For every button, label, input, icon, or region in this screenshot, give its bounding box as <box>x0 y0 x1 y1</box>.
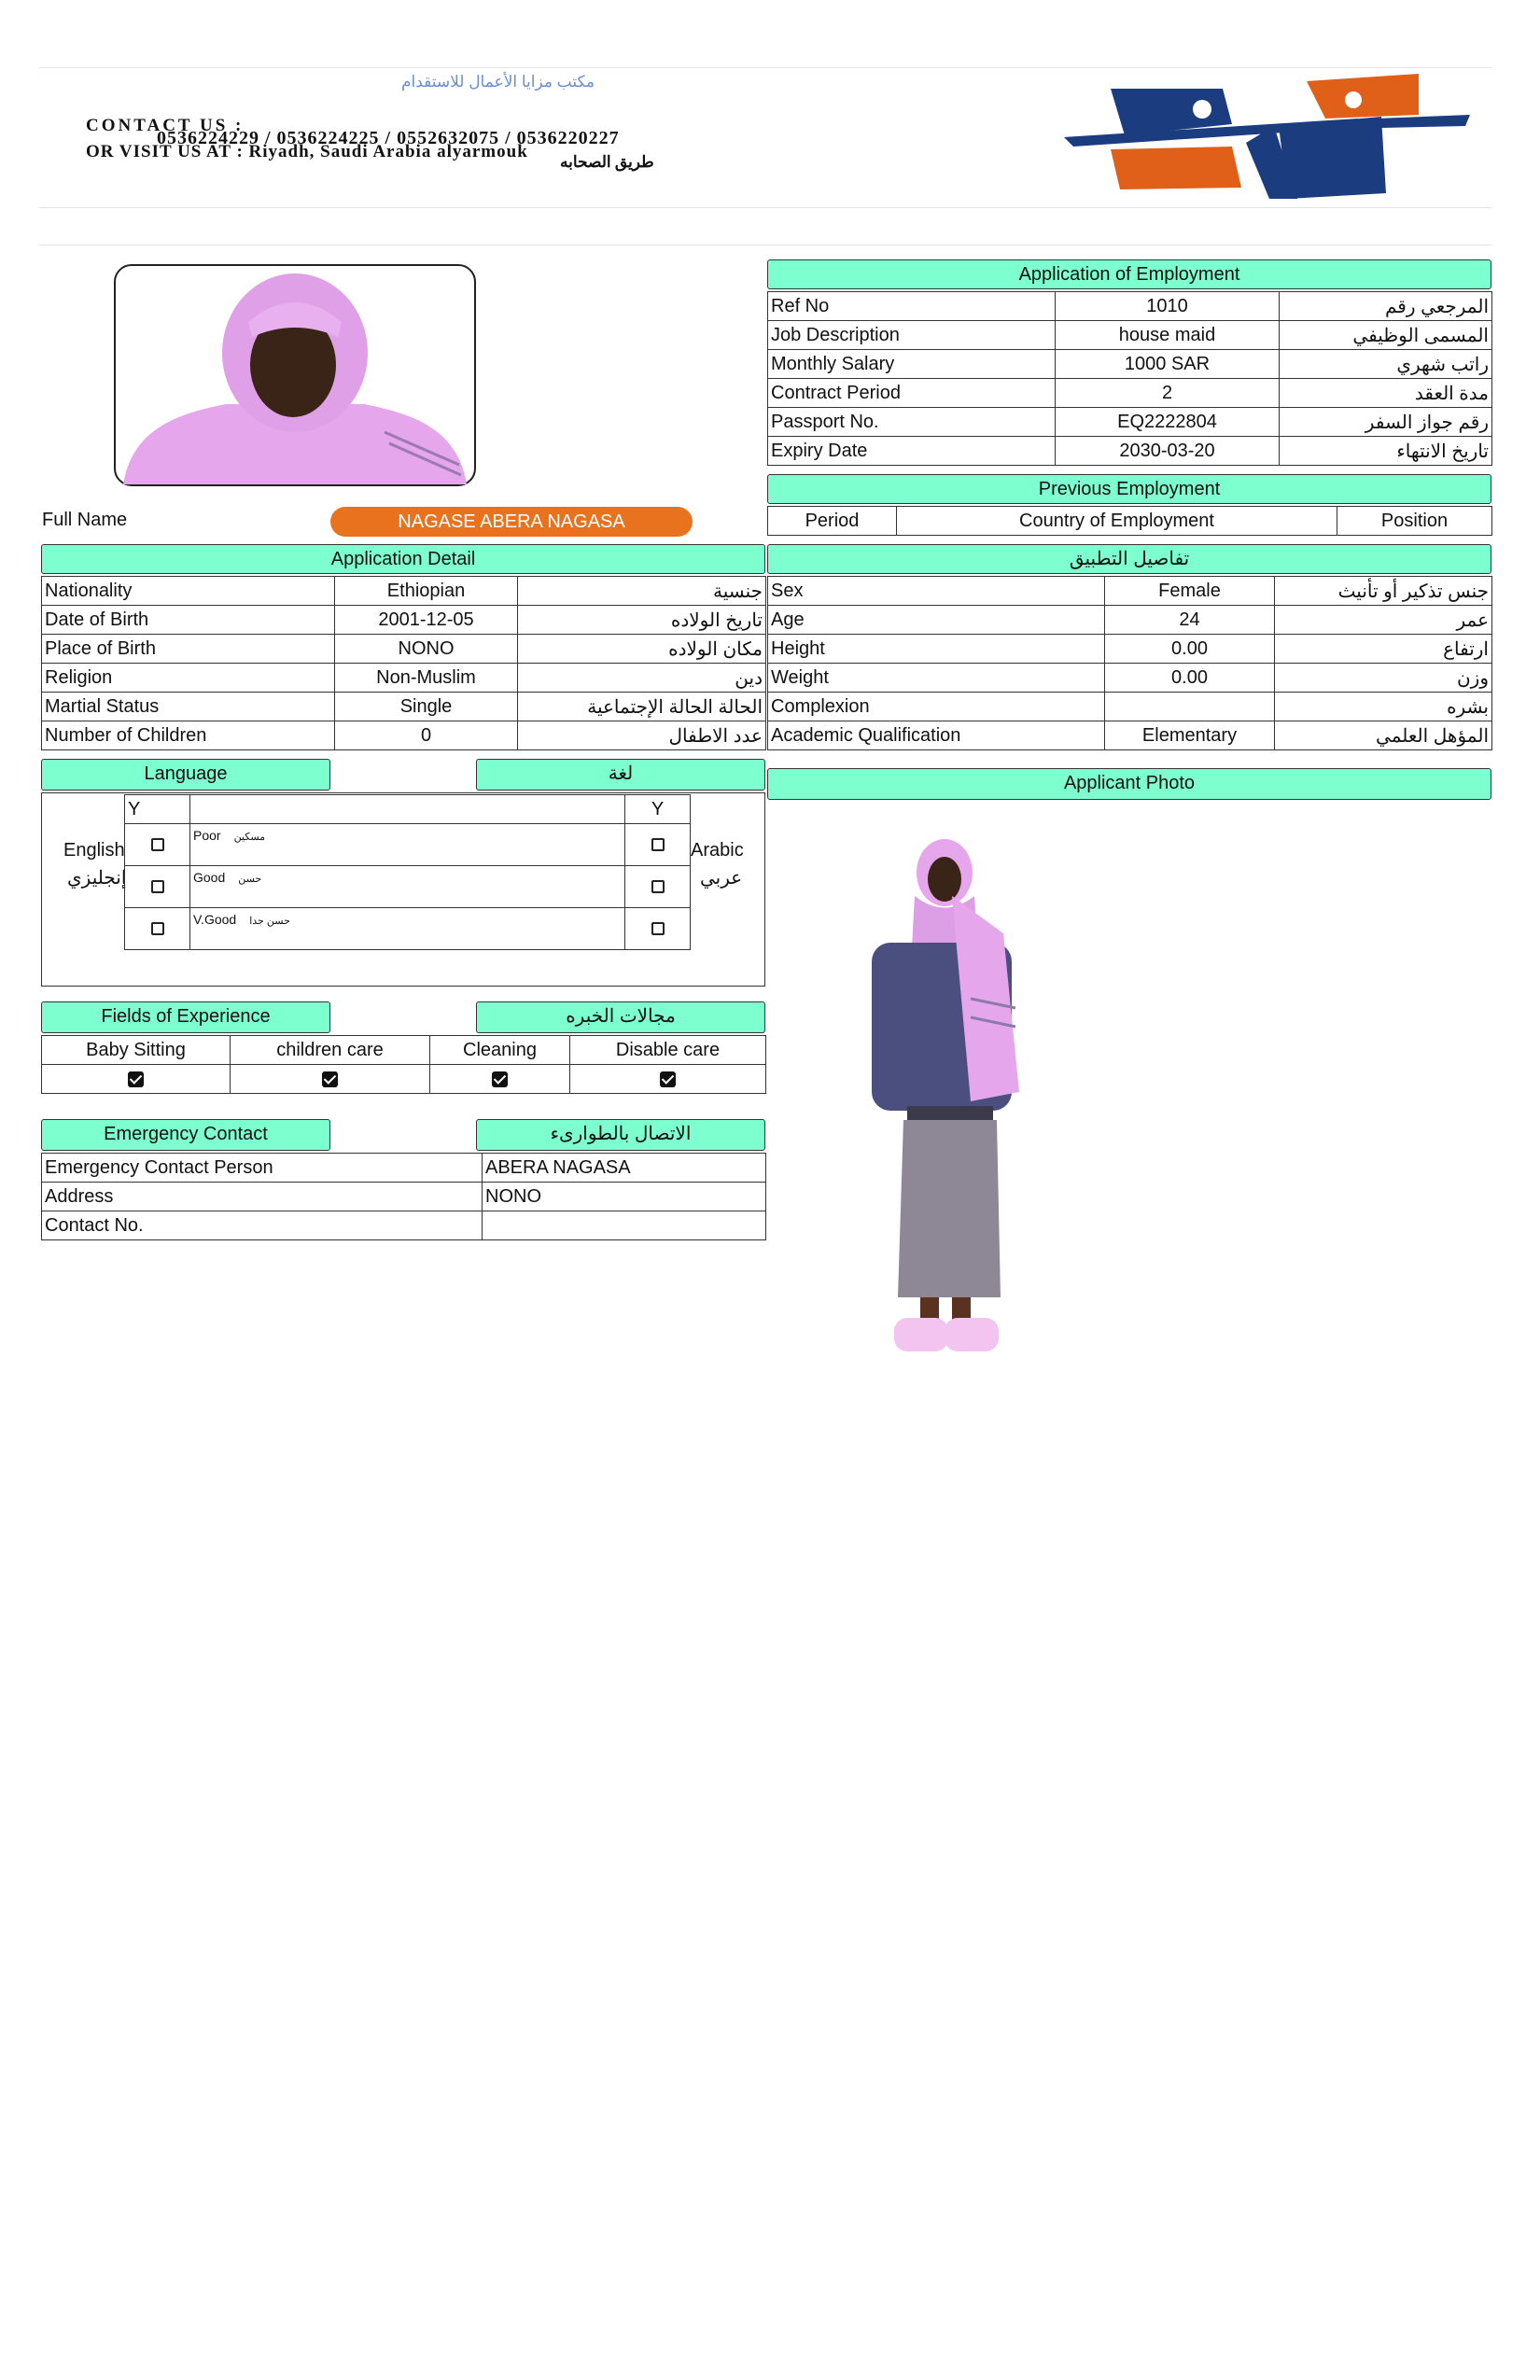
employment-row <box>768 292 1492 321</box>
experience-checkbox[interactable] <box>322 1071 338 1087</box>
app-detail-label-ar: ارتفاع <box>1275 635 1492 664</box>
arabic-label: Arabic <box>691 840 744 861</box>
street-ar: طريق الصحابه <box>560 153 654 171</box>
app-detail-label-ar: عمر <box>1275 606 1492 635</box>
previous-employment-header: Previous Employment <box>767 474 1491 504</box>
app-detail-label: Height <box>768 635 1105 664</box>
app-details-ar-header: تفاصيل التطبيق <box>767 544 1491 574</box>
arabic-checkbox[interactable] <box>651 838 665 851</box>
emergency-value <box>483 1211 766 1240</box>
visit-address: OR VISIT US AT : Riyadh, Saudi Arabia alyarmouk <box>86 142 528 161</box>
employment-label-ar: المسمى الوظيفي <box>1280 321 1492 350</box>
emergency-label: Emergency Contact Person <box>42 1154 483 1183</box>
previous-employment-table <box>767 506 1492 536</box>
detail-row <box>42 721 766 750</box>
detail-value: 0 <box>335 721 518 750</box>
app-detail-value: Elementary <box>1105 721 1275 750</box>
detail-row <box>42 693 766 721</box>
experience-table <box>41 1035 766 1094</box>
detail-label-ar: تاريخ الولاده <box>518 606 766 635</box>
full-name-label: Full Name <box>42 510 128 530</box>
app-detail-value: Female <box>1105 577 1275 606</box>
app-detail-label-ar: بشره <box>1275 693 1492 721</box>
employment-label-ar: مدة العقد <box>1280 379 1492 408</box>
employment-value: 2 <box>1056 379 1280 408</box>
detail-value: NONO <box>335 635 518 664</box>
employment-label: Ref No <box>768 292 1056 321</box>
experience-check-cell <box>570 1065 766 1094</box>
detail-row <box>42 635 766 664</box>
employment-value: 1000 SAR <box>1056 350 1280 379</box>
detail-label: Religion <box>42 664 335 693</box>
detail-value: Ethiopian <box>335 577 518 606</box>
full-name-badge: NAGASE ABERA NAGASA <box>330 507 693 537</box>
employment-label: Contract Period <box>768 379 1056 408</box>
detail-label-ar: مكان الولاده <box>518 635 766 664</box>
language-y-spacer <box>190 795 625 824</box>
app-detail-label: Age <box>768 606 1105 635</box>
app-detail-value: 0.00 <box>1105 664 1275 693</box>
experience-check-cell <box>42 1065 231 1094</box>
arabic-checkbox[interactable] <box>651 880 665 893</box>
detail-value: 2001-12-05 <box>335 606 518 635</box>
employment-label-ar: رقم جواز السفر <box>1280 408 1492 437</box>
contact-label: CONTACT US : <box>86 116 245 135</box>
application-detail-header: Application Detail <box>41 544 765 574</box>
application-detail-table <box>41 576 766 750</box>
experience-check-cell <box>430 1065 570 1094</box>
language-header-ar: لغة <box>476 759 765 791</box>
experience-header-ar: مجالات الخبره <box>476 1001 765 1033</box>
employment-label-ar: المرجعي رقم <box>1280 292 1492 321</box>
language-y-right: Y <box>625 795 691 824</box>
employment-header: Application of Employment <box>767 259 1491 289</box>
portrait-photo <box>114 264 476 486</box>
language-grid <box>124 794 691 950</box>
emergency-row <box>42 1154 766 1183</box>
experience-field: Baby Sitting <box>42 1036 231 1065</box>
arabic-label-ar: عربي <box>700 868 743 889</box>
detail-label-ar: دين <box>518 664 766 693</box>
emergency-label: Contact No. <box>42 1211 483 1240</box>
arabic-level-cell <box>625 908 691 950</box>
detail-row <box>42 606 766 635</box>
detail-label: Martial Status <box>42 693 335 721</box>
app-detail-row <box>768 693 1492 721</box>
employment-label: Expiry Date <box>768 437 1056 466</box>
company-logo <box>1045 70 1475 205</box>
experience-field: Cleaning <box>430 1036 570 1065</box>
applicant-full-photo <box>859 831 1027 1372</box>
app-detail-label: Complexion <box>768 693 1105 721</box>
employment-row <box>768 408 1492 437</box>
english-label-ar: إنجليزي <box>67 868 127 889</box>
arabic-checkbox[interactable] <box>651 922 665 935</box>
employment-value: 2030-03-20 <box>1056 437 1280 466</box>
level-label-ar: حسن <box>238 874 262 885</box>
detail-row <box>42 577 766 606</box>
app-detail-row <box>768 606 1492 635</box>
emergency-header: Emergency Contact <box>41 1119 330 1151</box>
detail-label: Nationality <box>42 577 335 606</box>
english-label: English <box>63 840 125 861</box>
employment-value: house maid <box>1056 321 1280 350</box>
contact-phones: 0536224229 / 0536224225 / 0552632075 / 0536220227 <box>157 128 620 148</box>
emergency-table <box>41 1153 766 1240</box>
arabic-level-cell <box>625 824 691 866</box>
emergency-row <box>42 1211 766 1240</box>
level-label-ar: حسن جدا <box>249 916 290 927</box>
experience-check-cell <box>231 1065 430 1094</box>
language-y-left: Y <box>125 795 190 824</box>
detail-row <box>42 664 766 693</box>
language-level-row <box>125 908 691 950</box>
app-details-table <box>767 576 1492 750</box>
emergency-value: NONO <box>483 1183 766 1211</box>
detail-value: Non-Muslim <box>335 664 518 693</box>
experience-checkbox[interactable] <box>660 1071 676 1087</box>
employment-label: Passport No. <box>768 408 1056 437</box>
experience-field: Disable care <box>570 1036 766 1065</box>
emergency-header-ar: الاتصال بالطوارىء <box>476 1119 765 1151</box>
level-label-ar: مسكين <box>233 832 266 843</box>
level-label: Poor <box>193 828 221 843</box>
app-detail-value: 24 <box>1105 606 1275 635</box>
employment-label-ar: راتب شهري <box>1280 350 1492 379</box>
detail-label-ar: عدد الاطفال <box>518 721 766 750</box>
experience-fields-row <box>42 1036 766 1065</box>
app-detail-row <box>768 577 1492 606</box>
employment-value: 1010 <box>1056 292 1280 321</box>
office-name-ar: مكتب مزايا الأعمال للاستقدام <box>401 73 595 91</box>
employment-label-ar: تاريخ الانتهاء <box>1280 437 1492 466</box>
language-level-row <box>125 824 691 866</box>
language-y-row <box>125 795 691 824</box>
english-level-cell <box>125 866 190 908</box>
level-cell <box>190 908 625 950</box>
experience-checkbox[interactable] <box>128 1071 144 1087</box>
app-detail-label: Weight <box>768 664 1105 693</box>
english-checkbox[interactable] <box>151 838 164 851</box>
app-detail-row <box>768 721 1492 750</box>
english-level-cell <box>125 908 190 950</box>
employment-row <box>768 379 1492 408</box>
app-detail-row <box>768 635 1492 664</box>
previous-employment-column: Period <box>768 507 897 536</box>
app-detail-row <box>768 664 1492 693</box>
detail-label: Number of Children <box>42 721 335 750</box>
english-checkbox[interactable] <box>151 922 164 935</box>
level-label: V.Good <box>193 912 237 927</box>
level-label: Good <box>193 870 226 885</box>
employment-table <box>767 291 1492 466</box>
app-detail-label: Sex <box>768 577 1105 606</box>
language-level-row <box>125 866 691 908</box>
app-detail-value: 0.00 <box>1105 635 1275 664</box>
english-checkbox[interactable] <box>151 880 164 893</box>
experience-checkbox[interactable] <box>492 1071 508 1087</box>
emergency-value: ABERA NAGASA <box>483 1154 766 1183</box>
arabic-level-cell <box>625 866 691 908</box>
employment-row <box>768 321 1492 350</box>
app-detail-label: Academic Qualification <box>768 721 1105 750</box>
previous-employment-column: Position <box>1337 507 1492 536</box>
employment-row <box>768 350 1492 379</box>
employment-value: EQ2222804 <box>1056 408 1280 437</box>
detail-label: Place of Birth <box>42 635 335 664</box>
app-detail-label-ar: وزن <box>1275 664 1492 693</box>
emergency-label: Address <box>42 1183 483 1211</box>
employment-row <box>768 437 1492 466</box>
experience-header: Fields of Experience <box>41 1001 330 1033</box>
employment-label: Monthly Salary <box>768 350 1056 379</box>
detail-value: Single <box>335 693 518 721</box>
level-cell <box>190 866 625 908</box>
previous-employment-columns <box>768 507 1492 536</box>
detail-label-ar: جنسية <box>518 577 766 606</box>
experience-field: children care <box>231 1036 430 1065</box>
emergency-row <box>42 1183 766 1211</box>
language-header: Language <box>41 759 330 791</box>
english-level-cell <box>125 824 190 866</box>
employment-label: Job Description <box>768 321 1056 350</box>
detail-label-ar: الحالة الحالة الإجتماعية <box>518 693 766 721</box>
app-detail-label-ar: المؤهل العلمي <box>1275 721 1492 750</box>
level-cell <box>190 824 625 866</box>
app-detail-label-ar: جنس تذكير أو تأنيث <box>1275 577 1492 606</box>
app-detail-value <box>1105 693 1275 721</box>
previous-employment-column: Country of Employment <box>897 507 1337 536</box>
applicant-photo-header: Applicant Photo <box>767 768 1491 800</box>
experience-checks-row <box>42 1065 766 1094</box>
detail-label: Date of Birth <box>42 606 335 635</box>
